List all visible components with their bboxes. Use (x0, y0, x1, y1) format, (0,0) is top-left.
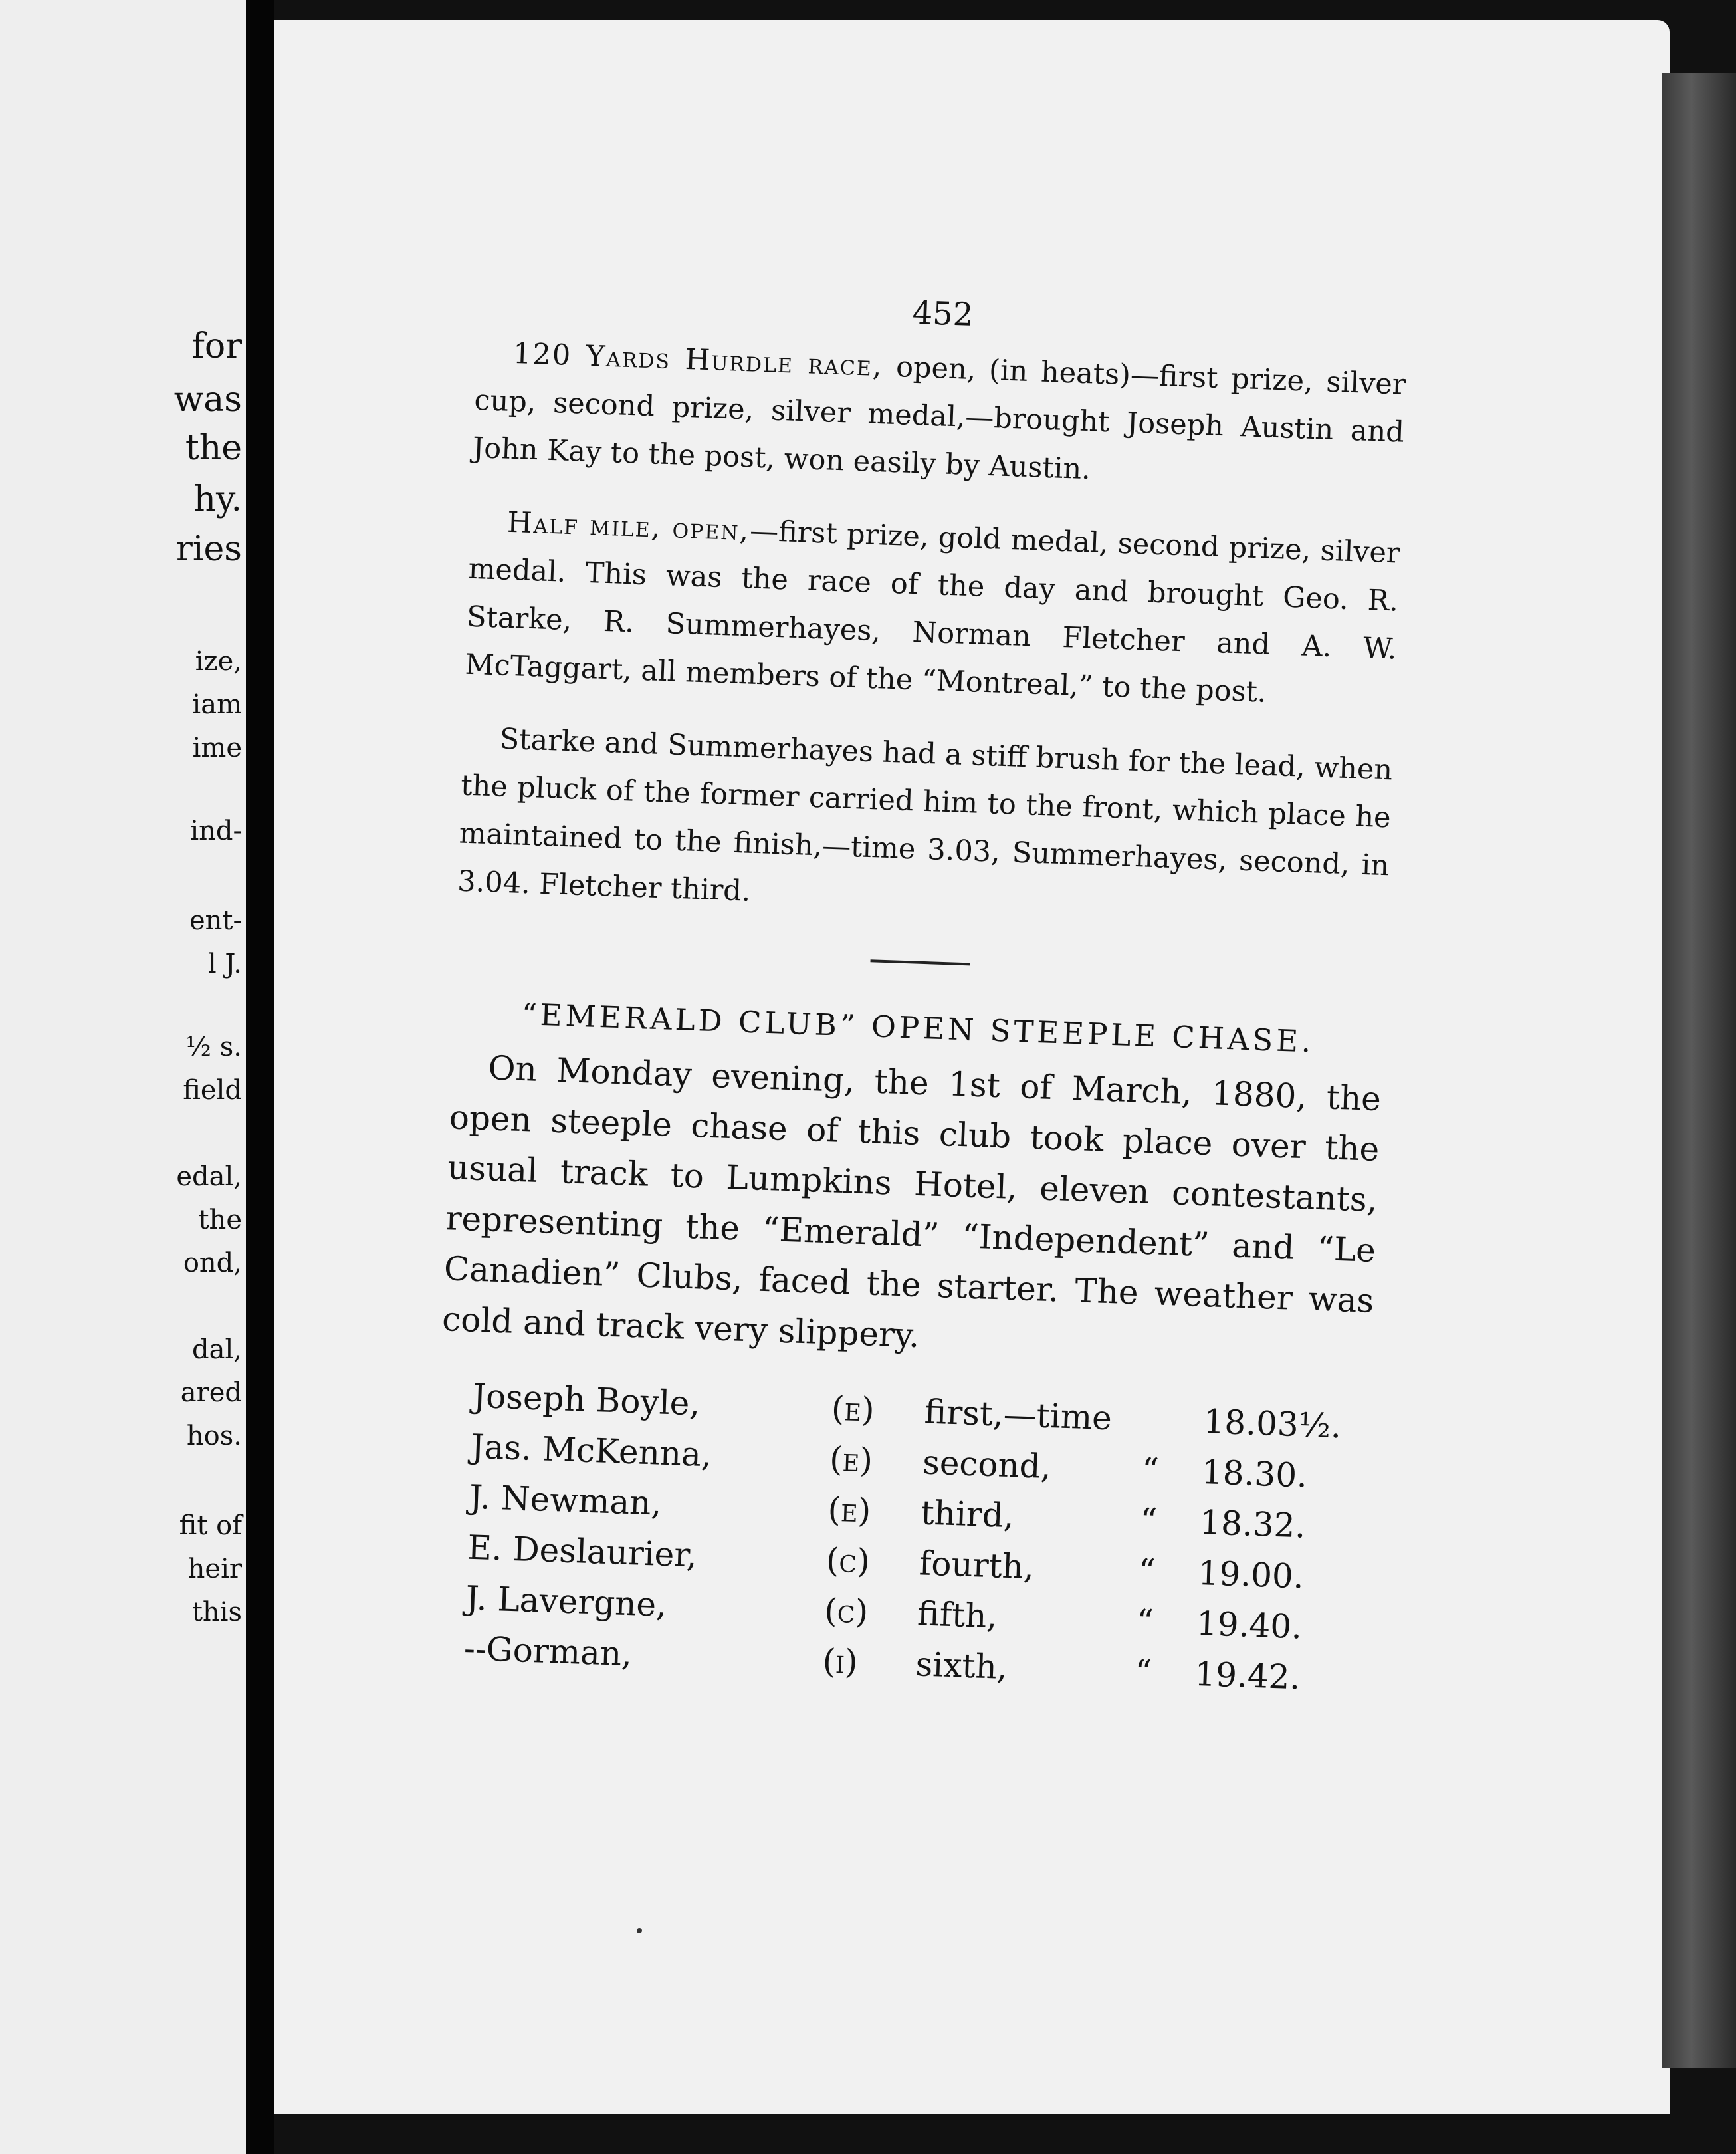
section-title: “EMERALD CLUB” OPEN STEEPLE CHASE. (520, 996, 1315, 1060)
result-name: E. Deslaurier, (467, 1528, 698, 1575)
result-time: 19.40. (1196, 1604, 1303, 1647)
page-content (430, 279, 1408, 1705)
left-fragment: the (198, 1205, 242, 1235)
result-place: third, (920, 1493, 1015, 1536)
result-place: fourth, (918, 1544, 1035, 1587)
result-time: 19.42. (1194, 1654, 1301, 1697)
paragraph-steeple-chase: On Monday evening, the 1st of March, 1880, the open steeple chase of this club took place over the usual track to Lumpkins Hotel, eleven contestants, representing the “Emerald” “Independent” and “Le Canadien” Clubs, faced the starter. The weather was cold and track very slippery. (441, 1048, 1382, 1356)
result-place: second, (922, 1443, 1052, 1487)
left-fragment: was (173, 380, 242, 419)
left-fragment: edal, (176, 1161, 242, 1192)
left-fragment: ind- (190, 816, 242, 846)
left-fragment: dal, (192, 1334, 242, 1365)
result-place: first,—time (923, 1392, 1113, 1438)
result-time: 18.32. (1199, 1503, 1307, 1546)
section-divider (871, 959, 970, 965)
paragraph-text: open, (in heats)—first prize, silver cup, second prize, silver medal,—brought Joseph Austin and John Kay to the post, won easily by Austin. (472, 350, 1407, 487)
paragraph-race-result: Starke and Summerhayes had a stiff brush for the lead, when the pluck of the former carried him to the front, which place he maintained to the finish,—time 3.03, Summerhayes, second, in 3.04. Fletcher third. (457, 722, 1393, 908)
left-fragment: the (185, 428, 242, 468)
result-ditto-mark: “ (1139, 1500, 1158, 1540)
left-fragment: ime (192, 733, 242, 763)
result-club: (c) (825, 1540, 871, 1581)
page-number: 452 (911, 294, 974, 334)
result-time: 19.00. (1197, 1553, 1305, 1596)
left-fragment: hy. (193, 479, 242, 519)
result-club: (e) (827, 1490, 872, 1530)
left-fragment: heir (187, 1554, 242, 1584)
left-fragment: this (191, 1597, 242, 1627)
result-club: (c) (823, 1591, 869, 1631)
result-time: 18.30. (1201, 1453, 1309, 1495)
left-fragment: iam (192, 689, 242, 720)
result-ditto-mark: “ (1137, 1551, 1156, 1591)
left-fragment: ize, (195, 646, 242, 677)
print-speck (637, 1928, 642, 1933)
result-place: fifth, (917, 1594, 998, 1636)
left-fragment: ond, (183, 1248, 242, 1278)
result-club: (i) (821, 1641, 859, 1682)
result-ditto-mark: “ (1134, 1652, 1153, 1692)
result-place: sixth, (915, 1645, 1008, 1687)
paragraph-hurdle-race (472, 328, 1407, 505)
left-fragment: ries (176, 529, 242, 569)
run-in-heading: Half mile, open, (506, 505, 751, 548)
left-fragment: l J. (207, 949, 242, 979)
result-name: Jas. McKenna, (470, 1427, 712, 1475)
result-name: --Gorman, (463, 1629, 633, 1674)
result-ditto-mark (1142, 1394, 1204, 1447)
left-fragment: ent- (189, 905, 242, 936)
left-fragment: for (191, 326, 242, 366)
left-fragment: field (183, 1075, 242, 1106)
result-ditto-mark: “ (1136, 1602, 1154, 1641)
result-time: 18.03½. (1202, 1402, 1343, 1446)
page-edge (1662, 73, 1736, 2068)
result-name: J. Newman, (469, 1477, 663, 1523)
run-in-heading: 120 Yards Hurdle race, (512, 336, 884, 384)
left-facing-page (0, 0, 246, 2154)
results-table (463, 1371, 1343, 1704)
result-name: Joseph Boyle, (472, 1376, 701, 1423)
result-club: (e) (829, 1439, 873, 1480)
paragraph-half-mile (465, 497, 1401, 721)
left-fragment: ½ s. (185, 1032, 242, 1062)
left-fragment: ared (180, 1377, 242, 1408)
result-ditto-mark: “ (1141, 1450, 1160, 1490)
result-name: J. Lavergne, (465, 1578, 667, 1625)
book-gutter (246, 0, 274, 2154)
left-fragment: fit of (179, 1510, 242, 1541)
result-club: (e) (831, 1389, 875, 1429)
paragraph-text: —first prize, gold medal, second prize, silver medal. This was the race of the day and brought Geo. R. Starke, R. Summerhayes, Norman Fletcher and A. W. McTaggart, all members of the “Montreal,” to the post. (464, 514, 1401, 709)
left-fragment: hos. (186, 1421, 242, 1451)
